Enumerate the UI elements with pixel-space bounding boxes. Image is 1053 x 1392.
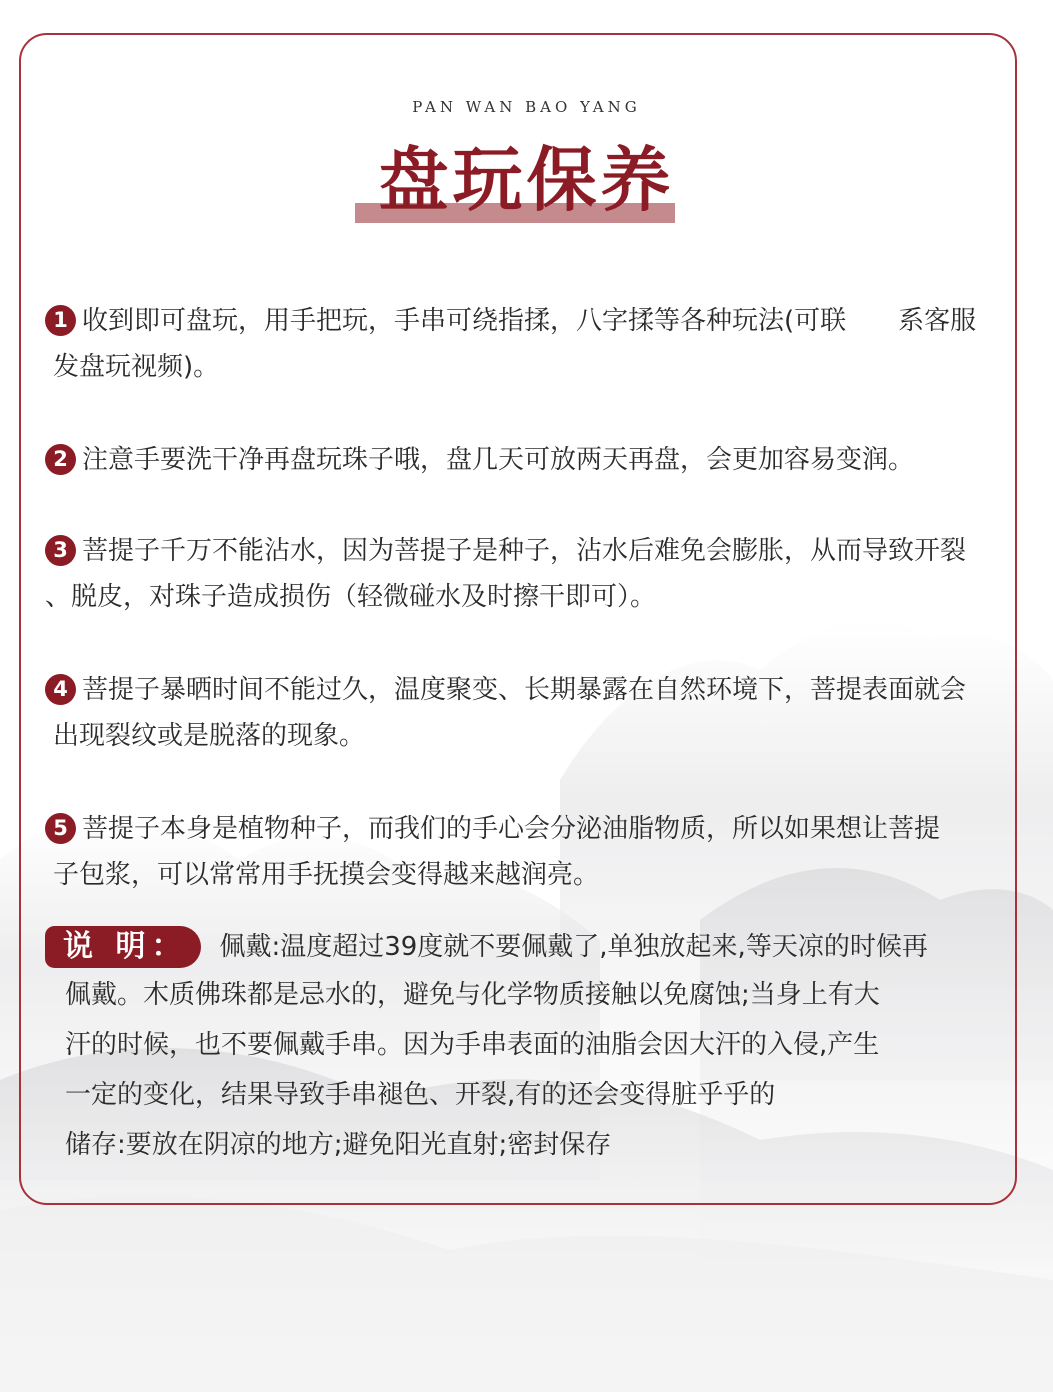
number-badge: 1	[45, 305, 76, 336]
note-badge: 说 明：	[45, 926, 201, 968]
care-item	[45, 528, 1005, 620]
number-badge: 5	[45, 813, 76, 844]
item-text: 出现裂纹或是脱落的现象。	[53, 721, 366, 751]
item-text: 菩提子暴晒时间不能过久，温度聚变、长期暴露在自然环境下，菩提表面就会	[82, 675, 967, 705]
number-badge: 4	[45, 674, 76, 705]
care-item	[45, 298, 1005, 390]
care-item	[45, 667, 1005, 759]
item-text: 菩提子本身是植物种子，而我们的手心会分泌油脂物质，所以如果想让菩提	[82, 814, 941, 844]
number-badge: 2	[45, 444, 76, 475]
note-line: 储存:要放在阴凉的地方;避免阳光直射;密封保存	[65, 1130, 612, 1160]
page-subtitle: PAN WAN BAO YANG	[412, 98, 641, 116]
note-line: 佩戴。木质佛珠都是忌水的，避免与化学物质接触以免腐蚀;当身上有大	[65, 980, 880, 1010]
note-line: 汗的时候，也不要佩戴手串。因为手串表面的油脂会因大汗的入侵,产生	[65, 1030, 880, 1060]
number-badge: 3	[45, 535, 76, 566]
care-item	[45, 806, 1005, 898]
note-line: 一定的变化，结果导致手串褪色、开裂,有的还会变得脏乎乎的	[65, 1080, 776, 1110]
item-text: 收到即可盘玩，用手把玩，手串可绕指揉，八字揉等各种玩法(可联 系客服	[82, 306, 977, 336]
item-text: 、脱皮，对珠子造成损伤（轻微碰水及时擦干即可）。	[45, 582, 657, 612]
care-item	[45, 437, 1005, 483]
page-title: 盘玩保养	[378, 138, 675, 221]
item-text: 菩提子千万不能沾水，因为菩提子是种子，沾水后难免会膨胀，从而导致开裂	[82, 536, 967, 566]
note-section	[45, 924, 1005, 1170]
item-text: 注意手要洗干净再盘玩珠子哦，盘几天可放两天再盘，会更加容易变润。	[82, 445, 915, 475]
item-text: 子包浆，可以常常用手抚摸会变得越来越润亮。	[53, 860, 600, 890]
item-text: 发盘玩视频)。	[53, 352, 220, 382]
note-line: 佩戴:温度超过39度就不要佩戴了,单独放起来,等天凉的时候再	[219, 932, 928, 962]
